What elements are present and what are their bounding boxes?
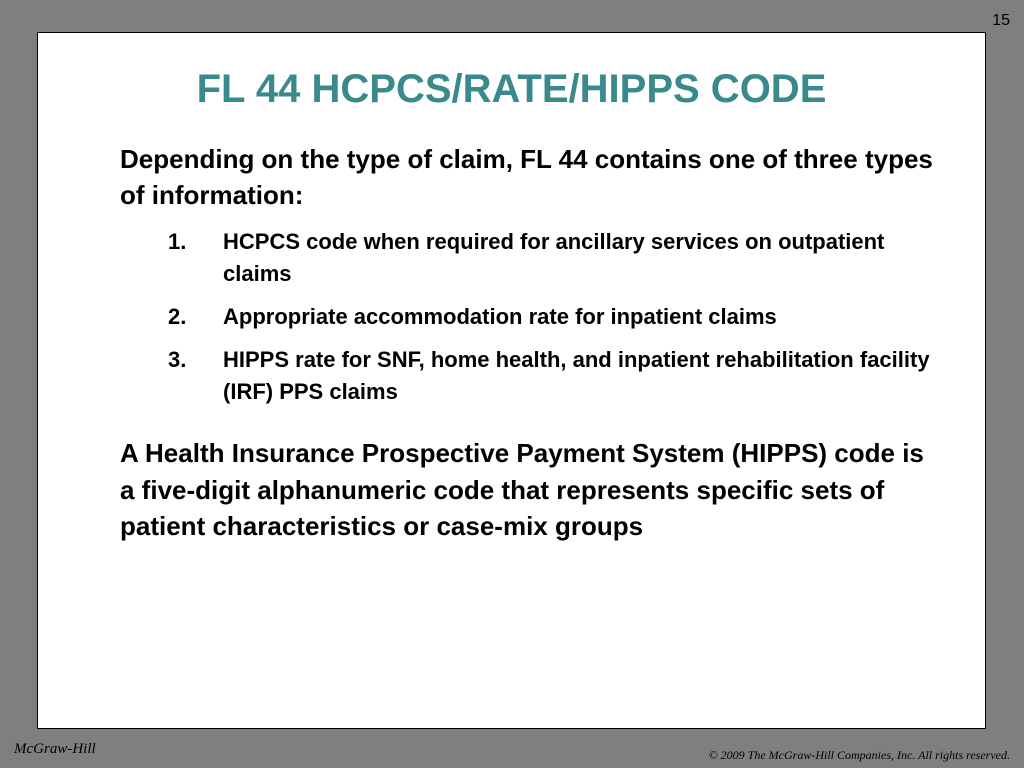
slide-content-panel bbox=[37, 32, 986, 729]
information-types-list bbox=[168, 226, 958, 419]
list-item bbox=[168, 301, 958, 333]
copyright-notice: © 2009 The McGraw-Hill Companies, Inc. All rights reserved. bbox=[708, 748, 1010, 762]
slide-number: 15 bbox=[992, 12, 1010, 29]
list-item-number: 2. bbox=[168, 304, 187, 329]
list-item bbox=[168, 344, 958, 408]
list-item-text: Appropriate accommodation rate for inpatient claims bbox=[223, 304, 777, 329]
list-item-text: HIPPS rate for SNF, home health, and inpatient rehabilitation facility (IRF) PPS claims bbox=[223, 347, 930, 404]
intro-paragraph: Depending on the type of claim, FL 44 contains one of three types of information: bbox=[120, 144, 933, 210]
slide-title: FL 44 HCPCS/RATE/HIPPS CODE bbox=[196, 67, 827, 111]
hipps-definition-paragraph: A Health Insurance Prospective Payment System (HIPPS) code is a five-digit alphanumeric code that represents specific sets of patient characteristics or case-mix groups bbox=[120, 438, 924, 541]
publisher-logo-text: McGraw-Hill bbox=[14, 741, 96, 757]
list-item-number: 1. bbox=[168, 229, 187, 254]
list-item bbox=[168, 226, 958, 290]
list-item-text: HCPCS code when required for ancillary services on outpatient claims bbox=[223, 229, 885, 286]
list-item-number: 3. bbox=[168, 347, 187, 372]
